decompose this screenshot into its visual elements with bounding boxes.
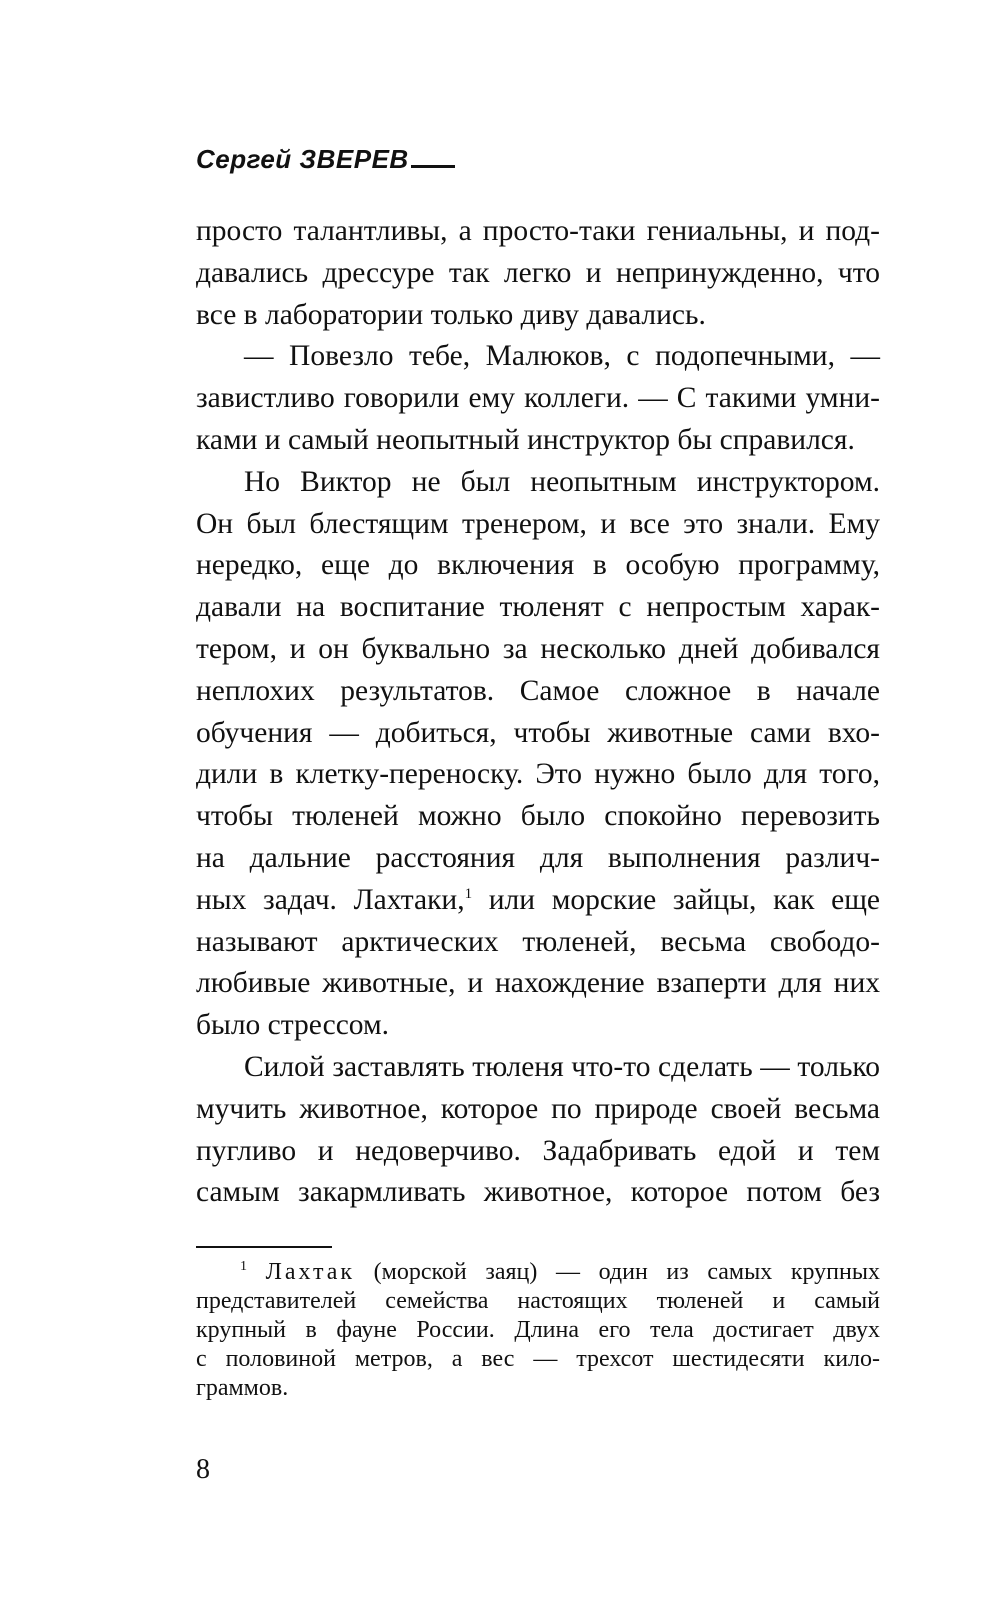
running-header xyxy=(196,146,455,172)
text-fragment: (морской заяц) — один из самых крупных xyxy=(355,1259,880,1285)
text-line: Но Виктор не был неопытным инструктором. xyxy=(244,465,880,498)
text-line: нередко, еще до включения в особую программу, xyxy=(196,549,880,582)
text-line: дили в клетку-переноску. Это нужно было для того, xyxy=(196,758,880,791)
text-line: называют арктических тюленей, весьма свободо- xyxy=(196,925,880,958)
text-line: Силой заставлять тюленя что-то сделать — только xyxy=(244,1050,880,1083)
text-fragment: ных задач. Лахтаки, xyxy=(196,883,465,916)
footnote-line: с половиной метров, а вес — трехсот шестидесяти кило- xyxy=(196,1346,880,1372)
text-line: просто талантливы, а просто-таки гениальны, и под- xyxy=(196,215,880,247)
footnote-line: граммов. xyxy=(196,1375,289,1401)
text-line: давали на воспитание тюленят с непростым харак- xyxy=(196,591,880,624)
text-line: давались дрессуре так легко и непринужденно, что xyxy=(196,256,880,289)
text-line: самым закармливать животное, которое потом без xyxy=(196,1176,880,1209)
text-line: завистливо говорили ему коллеги. — С такими умни- xyxy=(196,382,880,415)
footnote-line xyxy=(196,1258,880,1287)
text-line: любивые животные, и нахождение взаперти для них xyxy=(196,967,880,1000)
text-line: тером, и он буквально за несколько дней добивался xyxy=(196,632,880,665)
footnote-number: 1 xyxy=(240,1259,247,1274)
page-number: 8 xyxy=(196,1454,210,1485)
text-line: ками и самый неопытный инструктор бы справился. xyxy=(196,423,855,456)
text-line: Он был блестящим тренером, и все это знали. Ему xyxy=(196,507,880,540)
footnote-term: Лахтак xyxy=(265,1259,356,1285)
header-rule xyxy=(411,165,455,168)
text-line: неплохих результатов. Самое сложное в начале xyxy=(196,674,880,707)
footnote xyxy=(196,1258,880,1403)
footnote-divider xyxy=(196,1246,332,1248)
text-line: обучения — добиться, чтобы животные сами вхо- xyxy=(196,716,880,749)
header-author: Сергей ЗВЕРЕВ xyxy=(196,144,409,174)
text-line: пугливо и недоверчиво. Задабривать едой и тем xyxy=(196,1134,880,1167)
text-line: на дальние расстояния для выполнения различ- xyxy=(196,841,880,874)
text-line: чтобы тюленей можно было спокойно перевозить xyxy=(196,800,880,833)
text-line: было стрессом. xyxy=(196,1009,390,1042)
footnote-line: представителей семейства настоящих тюленей и самый xyxy=(196,1288,880,1314)
text-line: все в лаборатории только диву давались. xyxy=(196,298,706,331)
text-line: мучить животное, которое по природе своей весьма xyxy=(196,1092,880,1125)
footnote-line: крупный в фауне России. Длина его тела достигает двух xyxy=(196,1317,880,1343)
main-text xyxy=(196,211,880,1214)
text-line xyxy=(196,880,880,922)
text-line: — Повезло тебе, Малюков, с подопечными, — xyxy=(244,340,880,373)
text-fragment: или морские зайцы, как еще xyxy=(472,883,881,916)
footnote-reference: 1 xyxy=(464,885,473,902)
